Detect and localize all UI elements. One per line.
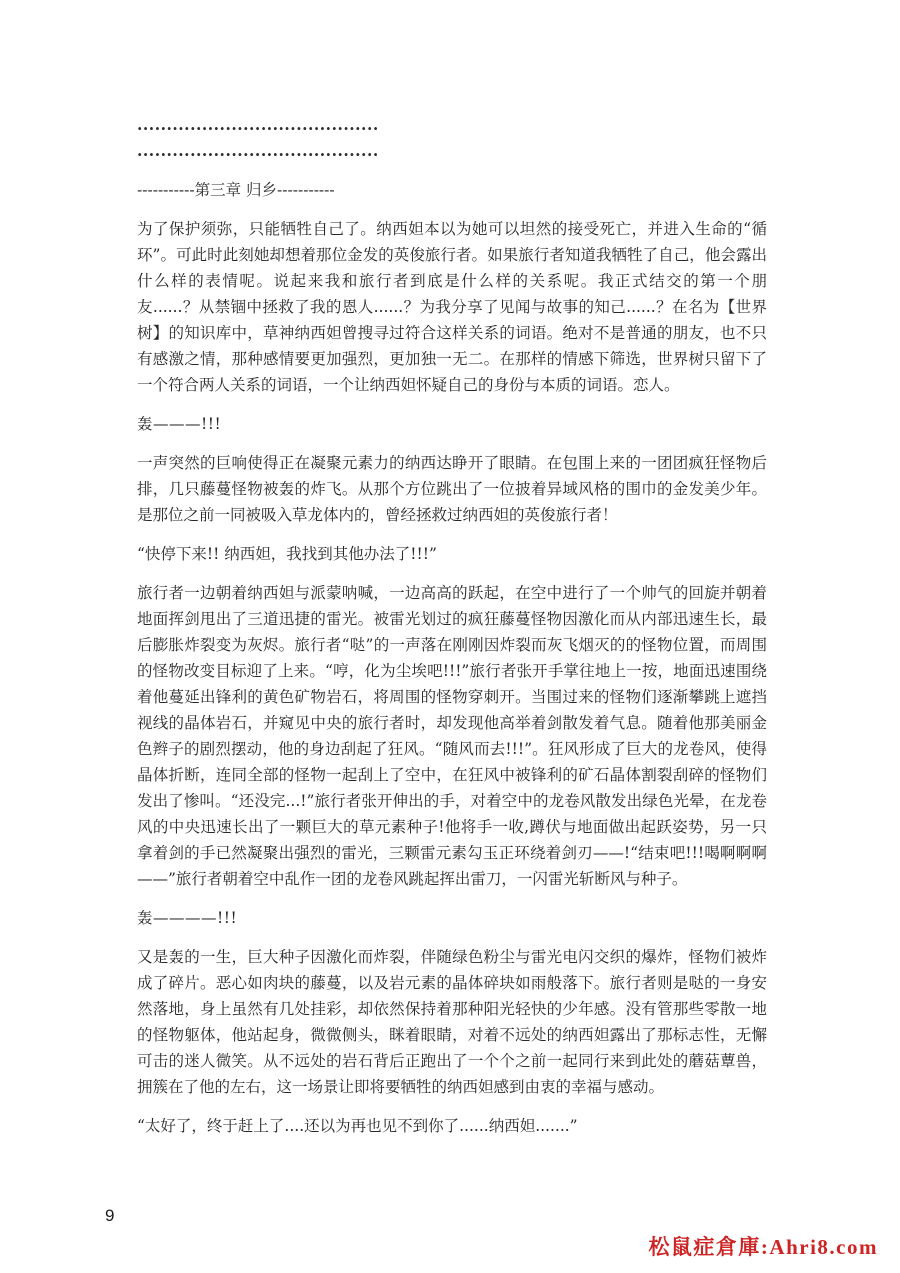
watermark: 松鼠症倉庫:Ahri8.com: [648, 1235, 878, 1259]
paragraph: 一声突然的巨响使得正在凝聚元素力的纳西达睁开了眼睛。在包围上来的一团团疯狂怪物后排，几只藤蔓怪物被轰的炸飞。从那个方位跳出了一位披着异域风格的围巾的金发美少年。是那位之前一同被吸入草龙体内的，曾经拯救过纳西妲的英俊旅行者！: [137, 454, 767, 524]
dialogue-line: “太好了，终于赶上了....还以为再也见不到你了......纳西妲.......”: [137, 1117, 578, 1135]
paragraph: 又是轰的一生，巨大种子因激化而炸裂，伴随绿色粉尘与雷光电闪交织的爆炸，怪物们被炸成了碎片。恶心如肉块的藤蔓，以及岩元素的晶体碎块如雨般落下。旅行者则是哒的一身安然落地，身上虽然有几处挂彩，却依然保持着那种阳光轻快的少年感。没有管那些零散一地的怪物躯体，他站起身，微微侧头，眯着眼睛，对着不远处的纳西妲露出了那标志性，无懈可击的迷人微笑。从不远处的岩石背后正跑出了一个个之前一起同行来到此处的蘑菇蕈兽，拥簇在了他的左右，这一场景让即将要牺牲的纳西妲感到由衷的幸福与感动。: [137, 948, 767, 1096]
page-number: 9: [105, 1206, 115, 1225]
dotted-separator: .........................................: [137, 141, 379, 160]
paragraph: 为了保护须弥，只能牺牲自己了。纳西妲本以为她可以坦然的接受死亡，并进入生命的“循环”。可此时此刻她却想着那位金发的英俊旅行者。如果旅行者知道我牺牲了自己，他会露出什么样的表情呢。说起来我和旅行者到底是什么样的关系呢。我正式结交的第一个朋友......？从禁锢中拯救了我的恩人......？为我分享了见闻与故事的知己......？在名为【世界树】的知识库中，草神纳西妲曾搜寻过符合这样关系的词语。绝对不是普通的朋友，也不只有感激之情，那种感情要更加强烈，更加独一无二。在那样的情感下筛选，世界树只留下了一个符合两人关系的词语，一个让纳西妲怀疑自己的身份与本质的词语。恋人。: [137, 220, 767, 394]
dialogue-line: “快停下来!! 纳西妲，我找到其他办法了!!!”: [137, 545, 437, 563]
page-content: [137, 112, 767, 1152]
sound-effect-line: 轰————!!!: [137, 909, 238, 927]
sound-effect-line: 轰———!!!: [137, 415, 222, 433]
dotted-separator: .........................................: [137, 115, 379, 134]
paragraph: 旅行者一边朝着纳西妲与派蒙呐喊，一边高高的跃起，在空中进行了一个帅气的回旋并朝着地面挥剑甩出了三道迅捷的雷光。被雷光划过的疯狂藤蔓怪物因激化而从内部迅速生长，最后膨胀炸裂变为灰烬。旅行者“哒”的一声落在刚刚因炸裂而灰飞烟灭的的怪物位置，而周围的怪物改变目标迎了上来。“哼，化为尘埃吧!!!”旅行者张开手掌往地上一按，地面迅速围绕着他蔓延出锋利的黄色矿物岩石，将周围的怪物穿刺开。当围过来的怪物们逐渐攀跳上遮挡视线的晶体岩石，并窥见中央的旅行者时，却发现他高举着剑散发着气息。随着他那美丽金色辫子的剧烈摆动，他的身边刮起了狂风。“随风而去!!!”。狂风形成了巨大的龙卷风，使得晶体折断，连同全部的怪物一起刮上了空中，在狂风中被锋利的矿石晶体割裂刮碎的怪物们发出了惨叫。“还没完...!”旅行者张开伸出的手，对着空中的龙卷风散发出绿色光晕，在龙卷风的中央迅速长出了一颗巨大的草元素种子!他将手一收,蹲伏与地面做出起跃姿势，另一只拿着剑的手已然凝聚出强烈的雷光，三颗雷元素勾玉正环绕着剑刃——!“结束吧!!!喝啊啊啊——”旅行者朝着空中乱作一团的龙卷风跳起挥出雷刀，一闪雷光斩断风与种子。: [137, 584, 767, 888]
chapter-heading: -----------第三章 归乡-----------: [137, 181, 335, 199]
